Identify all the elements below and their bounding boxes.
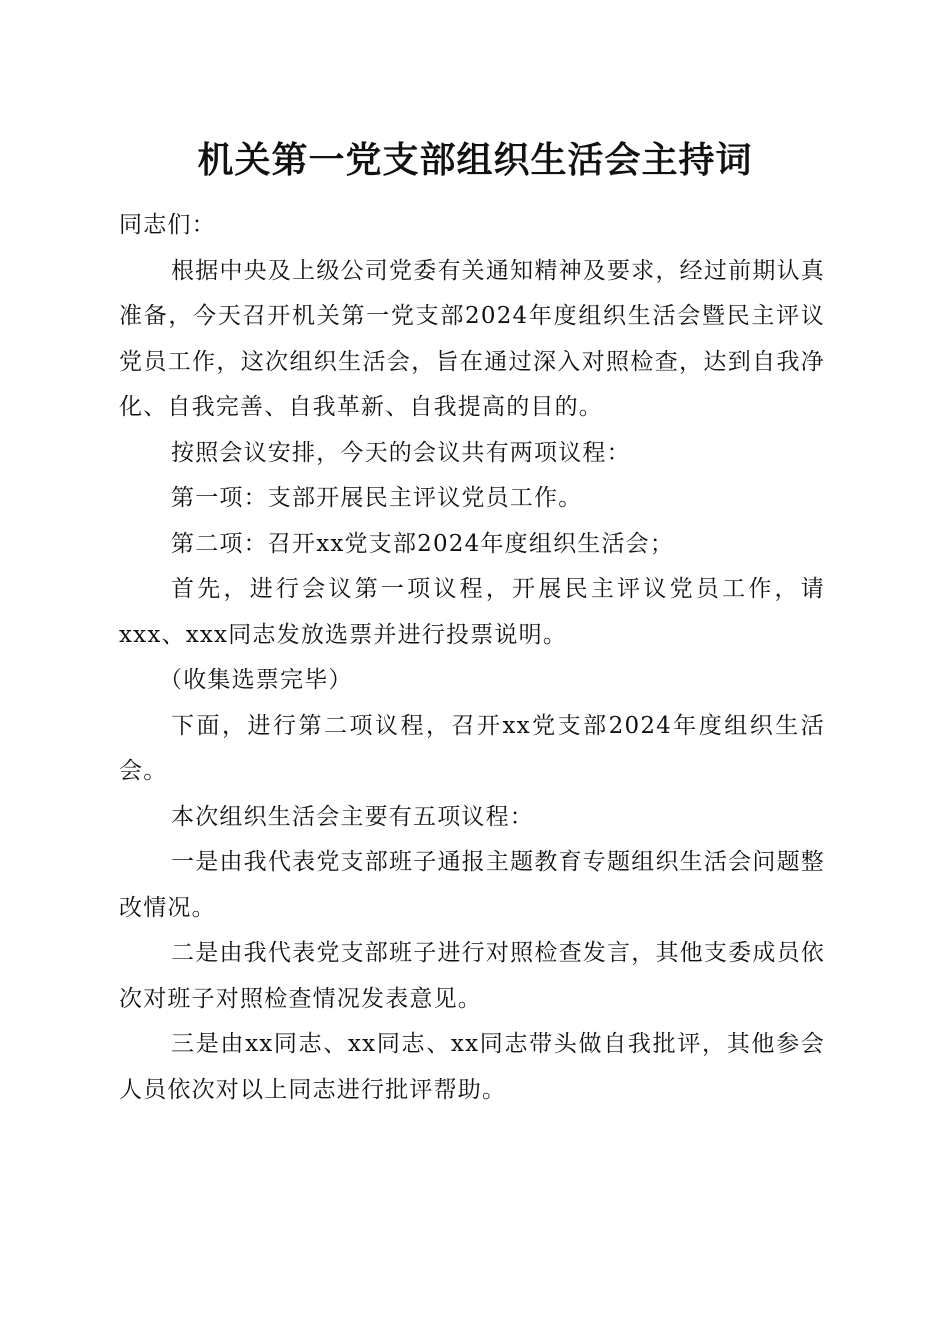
agenda-point-1: 一是由我代表党支部班子通报主题教育专题组织生活会问题整改情况。 <box>119 849 825 921</box>
agenda-item-2: 第二项：召开xx党支部2024年度组织生活会； <box>171 530 675 557</box>
paragraph-five-agenda-intro: 本次组织生活会主要有五项议程： <box>171 803 534 830</box>
paragraph-second-agenda: 下面，进行第二项议程，召开xx党支部2024年度组织生活会。 <box>119 712 825 784</box>
agenda-point-3: 三是由xx同志、xx同志、xx同志带头做自我批评，其他参会人员依次对以上同志进行批评帮助。 <box>119 1031 825 1103</box>
agenda-point-2: 二是由我代表党支部班子进行对照检查发言，其他支委成员依次对班子对照检查情况发表意见。 <box>119 940 825 1012</box>
document-title: 机关第一党支部组织生活会主持词 <box>197 139 753 181</box>
paragraph-agenda-intro: 按照会议安排，今天的会议共有两项议程： <box>171 439 631 466</box>
document-body <box>119 203 825 1113</box>
paragraph-first-agenda: 首先，进行会议第一项议程，开展民主评议党员工作，请xxx、xxx同志发放选票并进行投票说明。 <box>119 576 825 648</box>
greeting: 同志们： <box>119 212 216 238</box>
stage-note: （收集选票完毕） <box>159 667 353 693</box>
agenda-item-1: 第一项：支部开展民主评议党员工作。 <box>171 485 583 511</box>
paragraph-intro: 根据中央及上级公司党委有关通知精神及要求，经过前期认真准备，今天召开机关第一党支部2024年度组织生活会暨民主评议党员工作，这次组织生活会，旨在通过深入对照检查，达到自我净化、自我完善、自我革新、自我提高的目的。 <box>119 257 825 420</box>
